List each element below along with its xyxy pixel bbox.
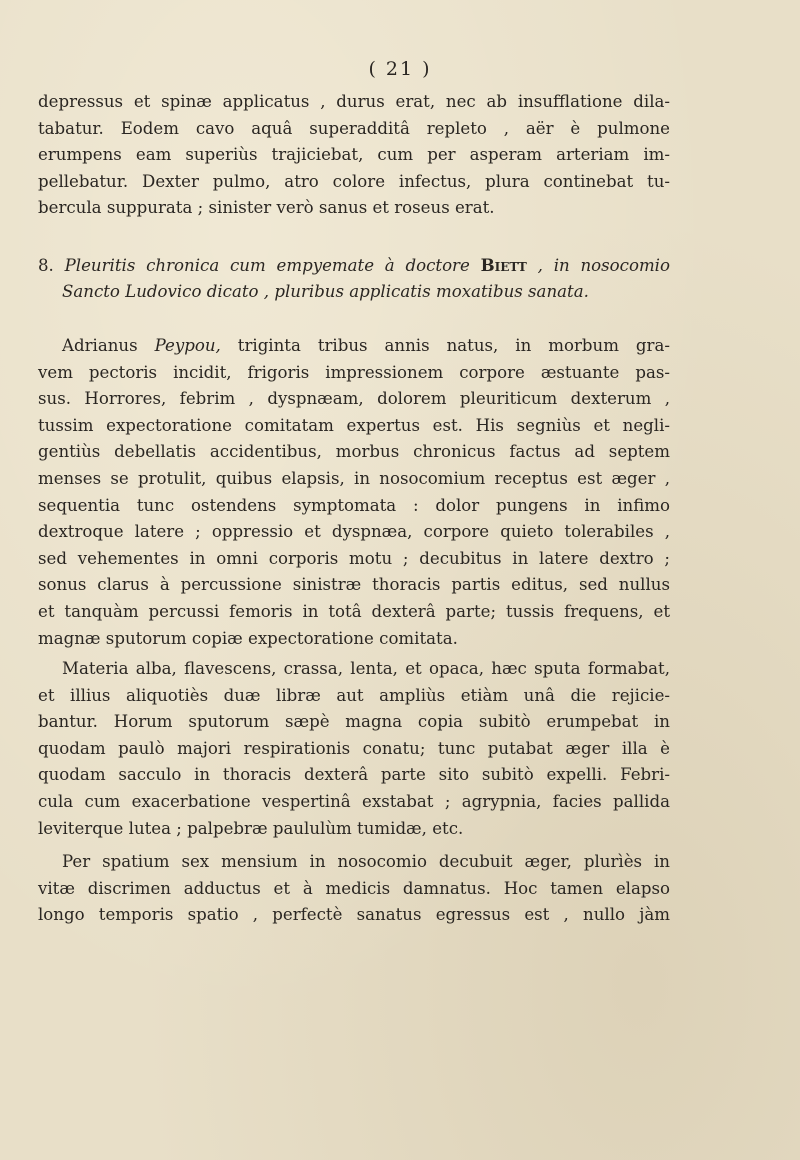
- text-line: sed vehementes in omni corporis motu ; decubitus in latere dextro ;: [38, 548, 670, 568]
- text-line: leviterque lutea ; palpebræ paululùm tumidæ, etc.: [38, 818, 464, 838]
- text-line: et illius aliquotiès duæ libræ aut ampliùs etiàm unâ die rejicie-: [38, 685, 670, 705]
- paragraph-4: [38, 849, 670, 929]
- case-title: Pleuritis chronica cum empyemate à doctore: [64, 256, 470, 275]
- text-line: bercula suppurata ; sinister verò sanus et roseus erat.: [38, 198, 495, 218]
- paragraph-3: [38, 656, 670, 842]
- patient-name: Peypou,: [154, 336, 221, 355]
- case-number: 8.: [38, 256, 54, 275]
- text-line: vem pectoris incidit, frigoris impressionem corpore æstuante pas-: [38, 362, 670, 382]
- page-number: ( 21 ): [368, 58, 432, 80]
- text-line: depressus et spinæ applicatus , durus erat, nec ab insufflatione dila-: [38, 92, 670, 111]
- paragraph-continuation: [38, 89, 670, 222]
- text-line: gentiùs debellatis accidentibus, morbus chronicus factus ad septem: [38, 442, 670, 462]
- text-line: sonus clarus à percussione sinistræ thoracis partis editus, sed nullus: [38, 575, 670, 595]
- text-line: quodam sacculo in thoracis dexterâ parte sito subitò expelli. Febri-: [38, 765, 670, 785]
- paragraph-2: [38, 333, 670, 652]
- text-line: pellebatur. Dexter pulmo, atro colore infectus, plura continebat tu-: [38, 171, 670, 191]
- text-line: bantur. Horum sputorum sæpè magna copia subitò erumpebat in: [38, 712, 670, 732]
- text-line: sequentia tunc ostendens symptomata : dolor pungens in infimo: [38, 495, 670, 515]
- text-line: Per spatium sex mensium in nosocomio decubuit æger, plurìès in: [62, 852, 670, 871]
- doctor-name: Biett: [480, 255, 527, 275]
- text-line: tussim expectoratione comitatam expertus est. His segniùs et negli-: [38, 415, 670, 435]
- case-title-end: , in nosocomio: [537, 256, 670, 275]
- text-line: vitæ discrimen adductus et à medicis damnatus. Hoc tamen elapso: [38, 878, 670, 898]
- text-line: et tanquàm percussi femoris in totâ dexterâ parte; tussis frequens, et: [38, 601, 670, 621]
- case-heading-line-2: Sancto Ludovico dicato , pluribus applicatis moxatibus sanata.: [62, 281, 589, 301]
- text-fragment: triginta tribus annis natus, in morbum gra-: [237, 336, 670, 355]
- text-line: menses se protulit, quibus elapsis, in nosocomium receptus est æger ,: [38, 468, 670, 488]
- text-line: longo temporis spatio , perfectè sanatus egressus est , nullo jàm: [38, 905, 670, 925]
- case-heading-line-1: [38, 252, 670, 279]
- text-line: cula cum exacerbatione vespertinâ exstabat ; agrypnia, facies pallida: [38, 791, 670, 811]
- text-line: erumpens eam superiùs trajiciebat, cum per asperam arteriam im-: [38, 145, 670, 165]
- text-line: tabatur. Eodem cavo aquâ superadditâ repleto , aër è pulmone: [38, 118, 670, 138]
- text-fragment: Adrianus: [62, 336, 138, 355]
- text-line: Materia alba, flavescens, crassa, lenta, et opaca, hæc sputa formabat,: [62, 659, 670, 678]
- text-line: quodam paulò majori respirationis conatu; tunc putabat æger illa è: [38, 738, 670, 758]
- text-line: magnæ sputorum copiæ expectoratione comitata.: [38, 628, 458, 648]
- text-line: [38, 333, 670, 360]
- text-line: sus. Horrores, febrim , dyspnæam, dolorem pleuriticum dexterum ,: [38, 389, 670, 409]
- text-line: dextroque latere ; oppressio et dyspnæa, corpore quieto tolerabiles ,: [38, 522, 670, 542]
- case-heading: [38, 252, 670, 305]
